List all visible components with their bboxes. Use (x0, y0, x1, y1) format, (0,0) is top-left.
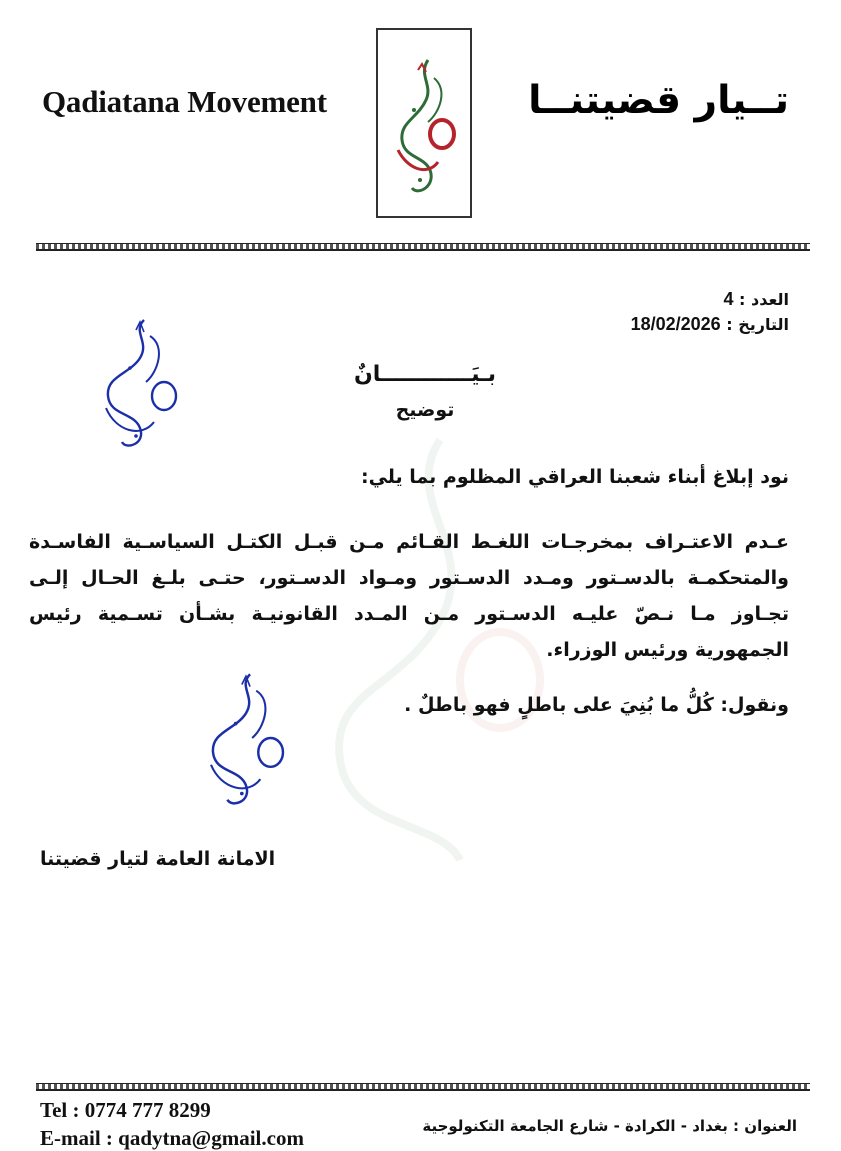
statement-intro: نود إبلاغ أبناء شعبنا العراقي المظلوم بما يلي: (360, 466, 789, 488)
footer-address: العنوان : بغداد - الكرادة - شارع الجامعة التكنولوجية (422, 1117, 797, 1135)
signature-seal-icon (196, 666, 300, 810)
footer-email: E-mail : qadytna@gmail.com (40, 1126, 304, 1150)
statement-closing: ونقول: كُلُّ ما بُنِيَ على باطلٍ فهو باطلٌ . (404, 694, 789, 716)
statement-title: بـيَــــــــــــانٌ (353, 362, 497, 387)
statement-body: عـدم الاعتـراف بمخرجـات اللغـط القـائم مـن قبـل الكتـل السياسـية الفاسـدة والمتحكمـة بالدسـتور ومـدد الدسـتور ومـواد الدسـتور، حتـى بلـغ الحـال إلـى تجـاوز مـا نـصّ عليـه الدسـتور مـن المـدد القانونيـة بشـأن تسـمية رئيس الجمهورية ورئيس الوزراء. (29, 531, 789, 661)
footer-divider (36, 1083, 810, 1091)
date-value: 18/02/2026 (630, 314, 721, 334)
header-divider (36, 243, 810, 251)
date-label: التاريخ : (726, 315, 789, 334)
number-label: العدد : (739, 290, 789, 309)
seal-stamp-icon (92, 312, 192, 452)
org-name-en: Qadiatana Movement (42, 84, 327, 119)
statement-subtitle: توضيح (395, 399, 455, 421)
logo-frame (376, 28, 472, 218)
signatory: الامانة العامة لتيار قضيتنا (40, 848, 276, 870)
number-value: 4 (723, 289, 734, 309)
org-name-ar: تــيار قضيتنــا (528, 78, 789, 123)
footer-telephone: Tel : 0774 777 8299 (40, 1098, 211, 1122)
logo-calligraphy-icon (378, 30, 470, 216)
issue-date (631, 314, 789, 335)
reference-number (723, 289, 789, 310)
